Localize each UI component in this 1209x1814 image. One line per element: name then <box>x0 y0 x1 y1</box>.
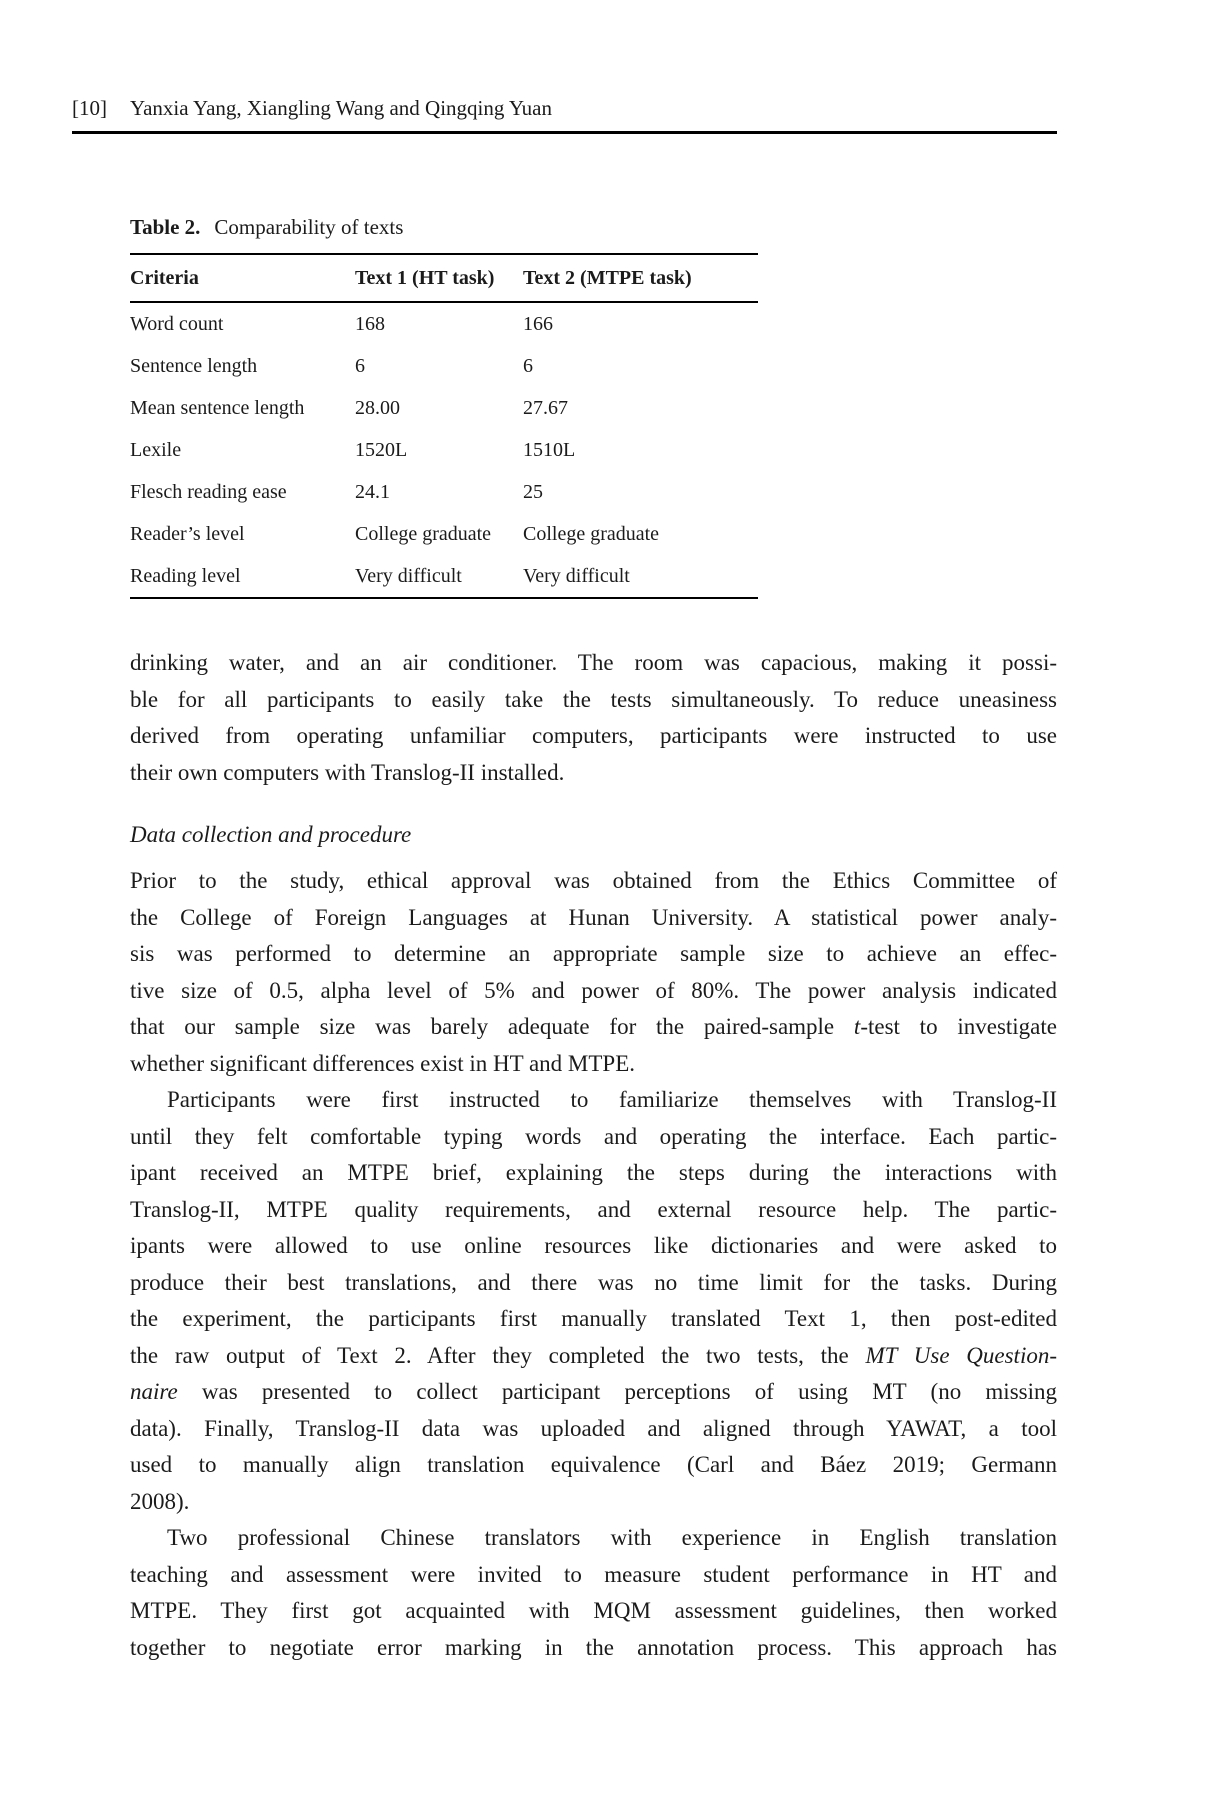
table-cell: 25 <box>523 481 543 503</box>
table-cell: 168 <box>355 313 385 335</box>
table-cell: 27.67 <box>523 397 568 419</box>
table-cell: Reader’s level <box>130 523 245 545</box>
table-row <box>130 513 758 555</box>
column-header-criteria: Criteria <box>130 254 355 302</box>
body-paragraph-2: Prior to the study, ethical approval was obtained from the Ethics Committee of the College of Foreign Languages at Hunan University. A statistical power analy- sis was performed to determine an appropriate sample size to achieve an effec- tive size of 0.5, alpha level of 5% and power of 80%. The power analysis indicated that our sample size was barely adequate for the paired-sample t-test to investigate whether significant differences exist in HT and MTPE. <box>130 868 1057 1076</box>
table-cell: Very difficult <box>523 565 630 587</box>
section-heading: Data collection and procedure <box>130 822 412 847</box>
body-paragraph-3: Participants were first instructed to familiarize themselves with Translog-II until they felt comfortable typing words and operating the interface. Each partic- ipant received an MTPE brief, explaining the steps during the interactions with Translog-II, MTPE quality requirements, and external resource help. The partic- ipants were allowed to use online resources like dictionaries and were asked to produce their best translations, and there was no time limit for the tasks. During the experiment, the participants first manually translated Text 1, then post-edited the raw output of Text 2. After they completed the two tests, the MT Use Question- naire was presented to collect participant perceptions of using MT (no missing data). Finally, Translog-II data was uploaded and aligned through YAWAT, a tool used to manually align translation equivalence (Carl and Báez 2019; Germann 2008). <box>130 1087 1057 1514</box>
table-caption-title: Comparability of texts <box>214 215 404 239</box>
table-cell: 24.1 <box>355 481 390 503</box>
column-header-text1: Text 1 (HT task) <box>355 254 523 302</box>
table-cell: Mean sentence length <box>130 397 305 419</box>
table-cell: 6 <box>523 355 533 377</box>
body-text <box>130 645 1057 1666</box>
table-cell: Flesch reading ease <box>130 481 287 503</box>
table-cell: Reading level <box>130 565 241 587</box>
page-number: [10] <box>72 96 107 120</box>
running-head-authors: Yanxia Yang, Xiangling Wang and Qingqing Yuan <box>130 96 552 120</box>
table-row <box>130 302 758 345</box>
table-cell: Lexile <box>130 439 182 461</box>
table-caption-label: Table 2. <box>130 215 201 239</box>
table-row <box>130 471 758 513</box>
table-cell: 1510L <box>523 439 576 461</box>
table-header-row <box>130 254 758 302</box>
table-cell: College graduate <box>523 523 660 545</box>
table-row <box>130 387 758 429</box>
table-row <box>130 345 758 387</box>
table-cell: Very difficult <box>355 565 462 587</box>
body-paragraph-1: drinking water, and an air conditioner. The room was capacious, making it possi- ble for all participants to easily take the tests simultaneously. To reduce uneasiness derived from operating unfamiliar computers, participants were instructed to use their own computers with Translog-II installed. <box>130 650 1057 785</box>
table-cell: Word count <box>130 313 224 335</box>
table-row <box>130 555 758 598</box>
table-cell: 6 <box>355 355 365 377</box>
table-cell: 166 <box>523 313 553 335</box>
table-cell: 1520L <box>355 439 408 461</box>
body-paragraph-4: Two professional Chinese translators with experience in English translation teaching and assessment were invited to measure student performance in HT and MTPE. They first got acquainted with MQM assessment guidelines, then worked together to negotiate error marking in the annotation process. This approach has <box>130 1525 1057 1660</box>
table-row <box>130 429 758 471</box>
table-cell: 28.00 <box>355 397 400 419</box>
page-header <box>72 96 1057 134</box>
table-caption <box>130 213 1057 241</box>
column-header-text2: Text 2 (MTPE task) <box>523 254 758 302</box>
table-cell: College graduate <box>355 523 492 545</box>
table-cell: Sentence length <box>130 355 258 377</box>
comparability-table <box>130 253 758 599</box>
